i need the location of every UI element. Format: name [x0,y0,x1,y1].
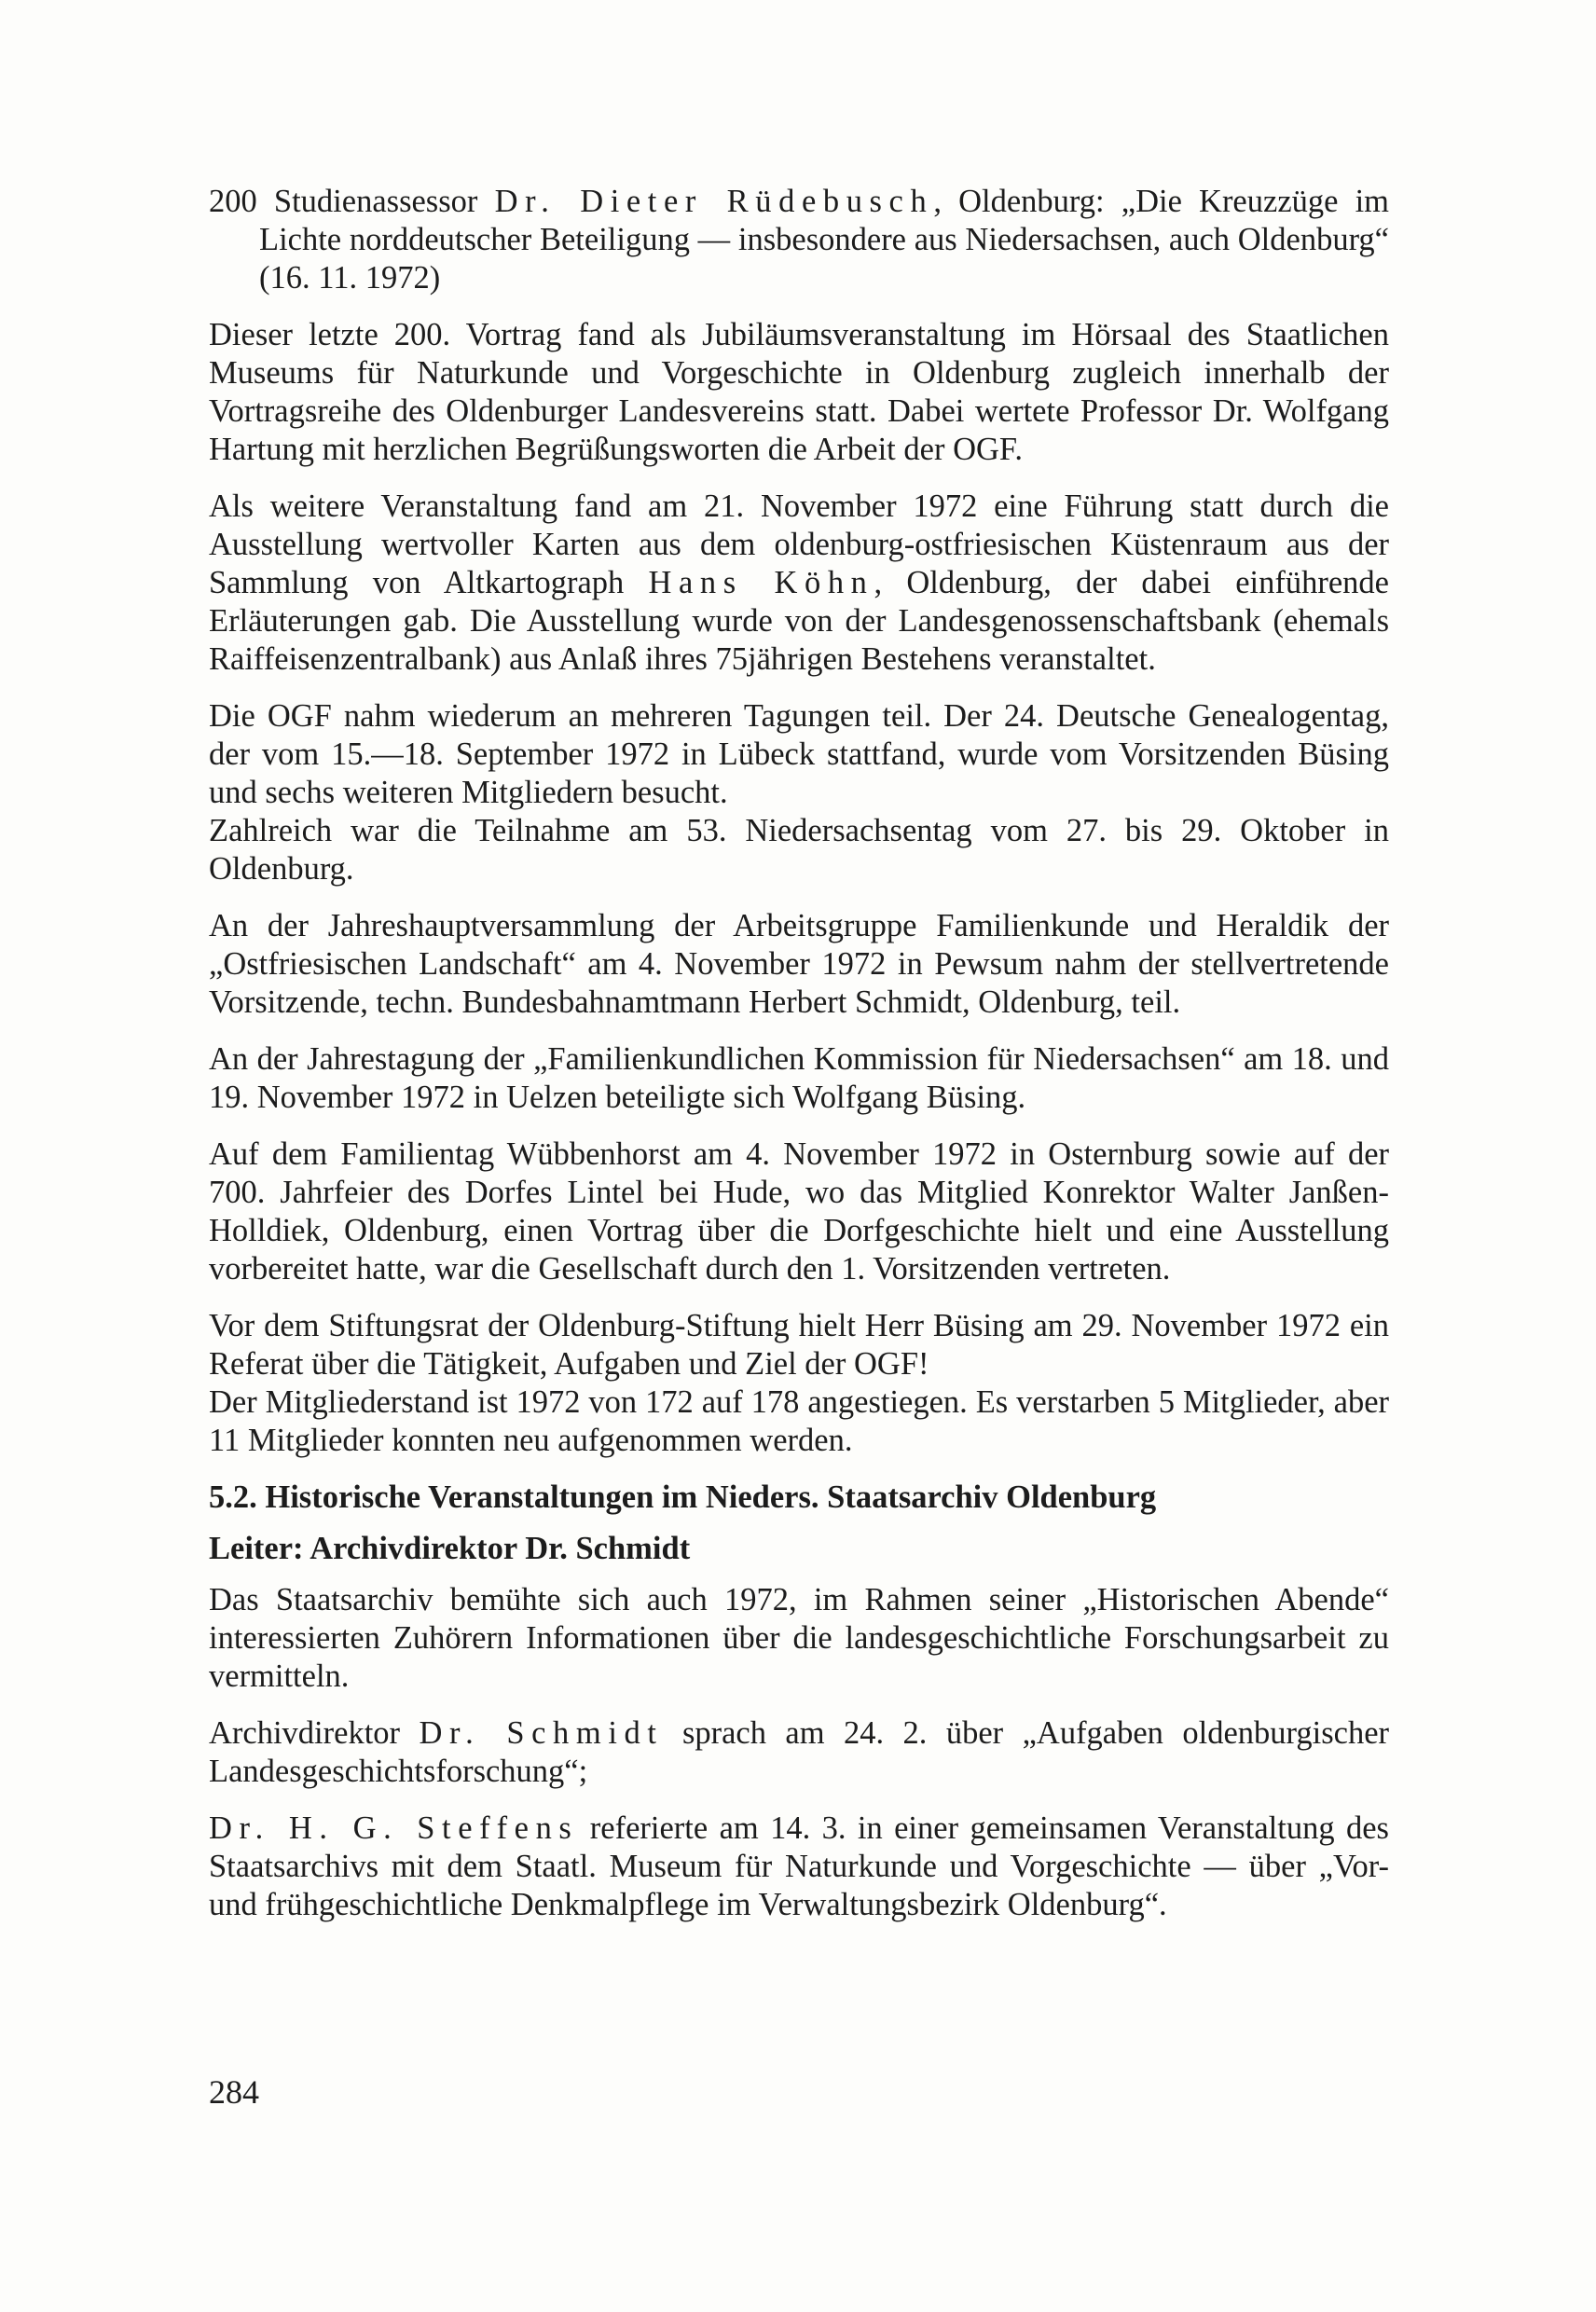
page-number: 284 [209,2073,259,2111]
paragraph-lecture-steffens [209,1810,1389,1924]
paragraph-foundation-council: Vor dem Stiftungsrat der Oldenburg-Stiftung hielt Herr Büsing am 29. November 1972 ein Referat über die Tätigkeit, Aufgaben und Ziel der OGF! [209,1308,1389,1382]
person-name: Hans Köhn [648,565,874,600]
paragraph-niedersachsentag: Zahlreich war die Teilnahme am 53. Niedersachsentag vom 27. bis 29. Oktober in Oldenburg. [209,813,1389,887]
paragraph-annual-meeting: An der Jahreshauptversammlung der Arbeitsgruppe Familienkunde und Heraldik der „Ostfriesischen Landschaft“ am 4. November 1972 in Pewsum nahm der stellvertretende Vorsitzende, techn. Bundesbahnamtmann Herbert Schmidt, Oldenburg, teil. [209,908,1389,1020]
lecture-entry-200 [209,183,1389,297]
section-heading: 5.2. Historische Veranstaltungen im Nieders. Staatsarchiv Oldenburg [209,1479,1157,1515]
paragraph-historical-evenings: Das Staatsarchiv bemühte sich auch 1972, im Rahmen seiner „Historischen Abende“ interessierten Zuhörern Informationen über die landesgeschichtliche Forschungsarbeit zu vermitteln. [209,1582,1389,1694]
entry-number: 200 [209,184,257,219]
section-subheading: Leiter: Archivdirektor Dr. Schmidt [209,1531,691,1566]
paragraph-membership: Der Mitgliederstand ist 1972 von 172 auf 178 angestiegen. Es verstarben 5 Mitglieder, aber 11 Mitglieder konnten neu aufgenommen werden. [209,1384,1389,1458]
paragraph-annual-conference: An der Jahrestagung der „Familienkundlichen Kommission für Niedersachsen“ am 18. und 19. November 1972 in Uelzen beteiligte sich Wolfgang Büsing. [209,1041,1389,1115]
paragraph-map-exhibition [209,488,1389,679]
paragraph-conferences: Die OGF nahm wiederum an mehreren Tagungen teil. Der 24. Deutsche Genealogentag, der vom 15.—18. September 1972 in Lübeck stattfand, wurde vom Vorsitzenden Büsing und sechs weiteren Mitgliedern besucht. [209,698,1389,810]
paragraph-text: sprach am 24. 2. über „Aufgaben oldenburgischer Landesgeschichtsforschung“; [209,1715,1389,1789]
paragraph-lecture-schmidt [209,1714,1389,1791]
paragraph-family-day: Auf dem Familientag Wübbenhorst am 4. November 1972 in Osternburg sowie auf der 700. Jahrfeier des Dorfes Lintel bei Hude, wo das Mitglied Konrektor Walter Janßen-Holldiek, Oldenburg, einen Vortrag über die Dorfgeschichte hielt und eine Ausstellung vorbereitet hatte, war die Gesellschaft durch den 1. Vorsitzenden vertreten. [209,1136,1389,1287]
paragraph-jubilee-lecture: Dieser letzte 200. Vortrag fand als Jubiläumsveranstaltung im Hörsaal des Staatlichen Museums für Naturkunde und Vorgeschichte in Oldenburg zugleich innerhalb der Vortragsreihe des Oldenburger Landesvereins statt. Dabei wertete Professor Dr. Wolfgang Hartung mit herzlichen Begrüßungsworten die Arbeit der OGF. [209,317,1389,467]
paragraph-text: , Oldenburg, der dabei einführende Erläuterungen gab. Die Ausstellung wurde von der Landesgenossenschaftsbank (ehemals Raiffeisenzentralbank) aus Anlaß ihres 75jährigen Bestehens veranstaltet. [209,565,1389,677]
page-body [209,183,1389,1924]
speaker-name: Dr. Dieter Rüdebusch [494,184,934,219]
person-name: Dr. H. G. Steffens [209,1810,579,1846]
person-name: Dr. Schmidt [419,1715,664,1751]
entry-title-prefix: Studienassessor [273,184,478,219]
paragraph-text: referierte am 14. 3. in einer gemeinsamen Veranstaltung des Staatsarchivs mit dem Staatl. Museum für Naturkunde und Vorgeschichte — über „Vor- und frühgeschichtliche Denkmalpflege im Verwaltungsbezirk Oldenburg“. [209,1810,1389,1922]
entry-text: , Oldenburg: „Die Kreuzzüge im Lichte norddeutscher Beteiligung — insbesondere aus Niedersachsen, auch Oldenburg“ (16. 11. 1972) [259,184,1390,296]
paragraph-text: Als weitere Veranstaltung fand am 21. November 1972 eine Führung statt durch die Ausstellung wertvoller Karten aus dem oldenburg-ostfriesischen Küstenraum aus der Sammlung von Altkartograph [209,489,1389,600]
paragraph-text: Archivdirektor [209,1715,420,1751]
